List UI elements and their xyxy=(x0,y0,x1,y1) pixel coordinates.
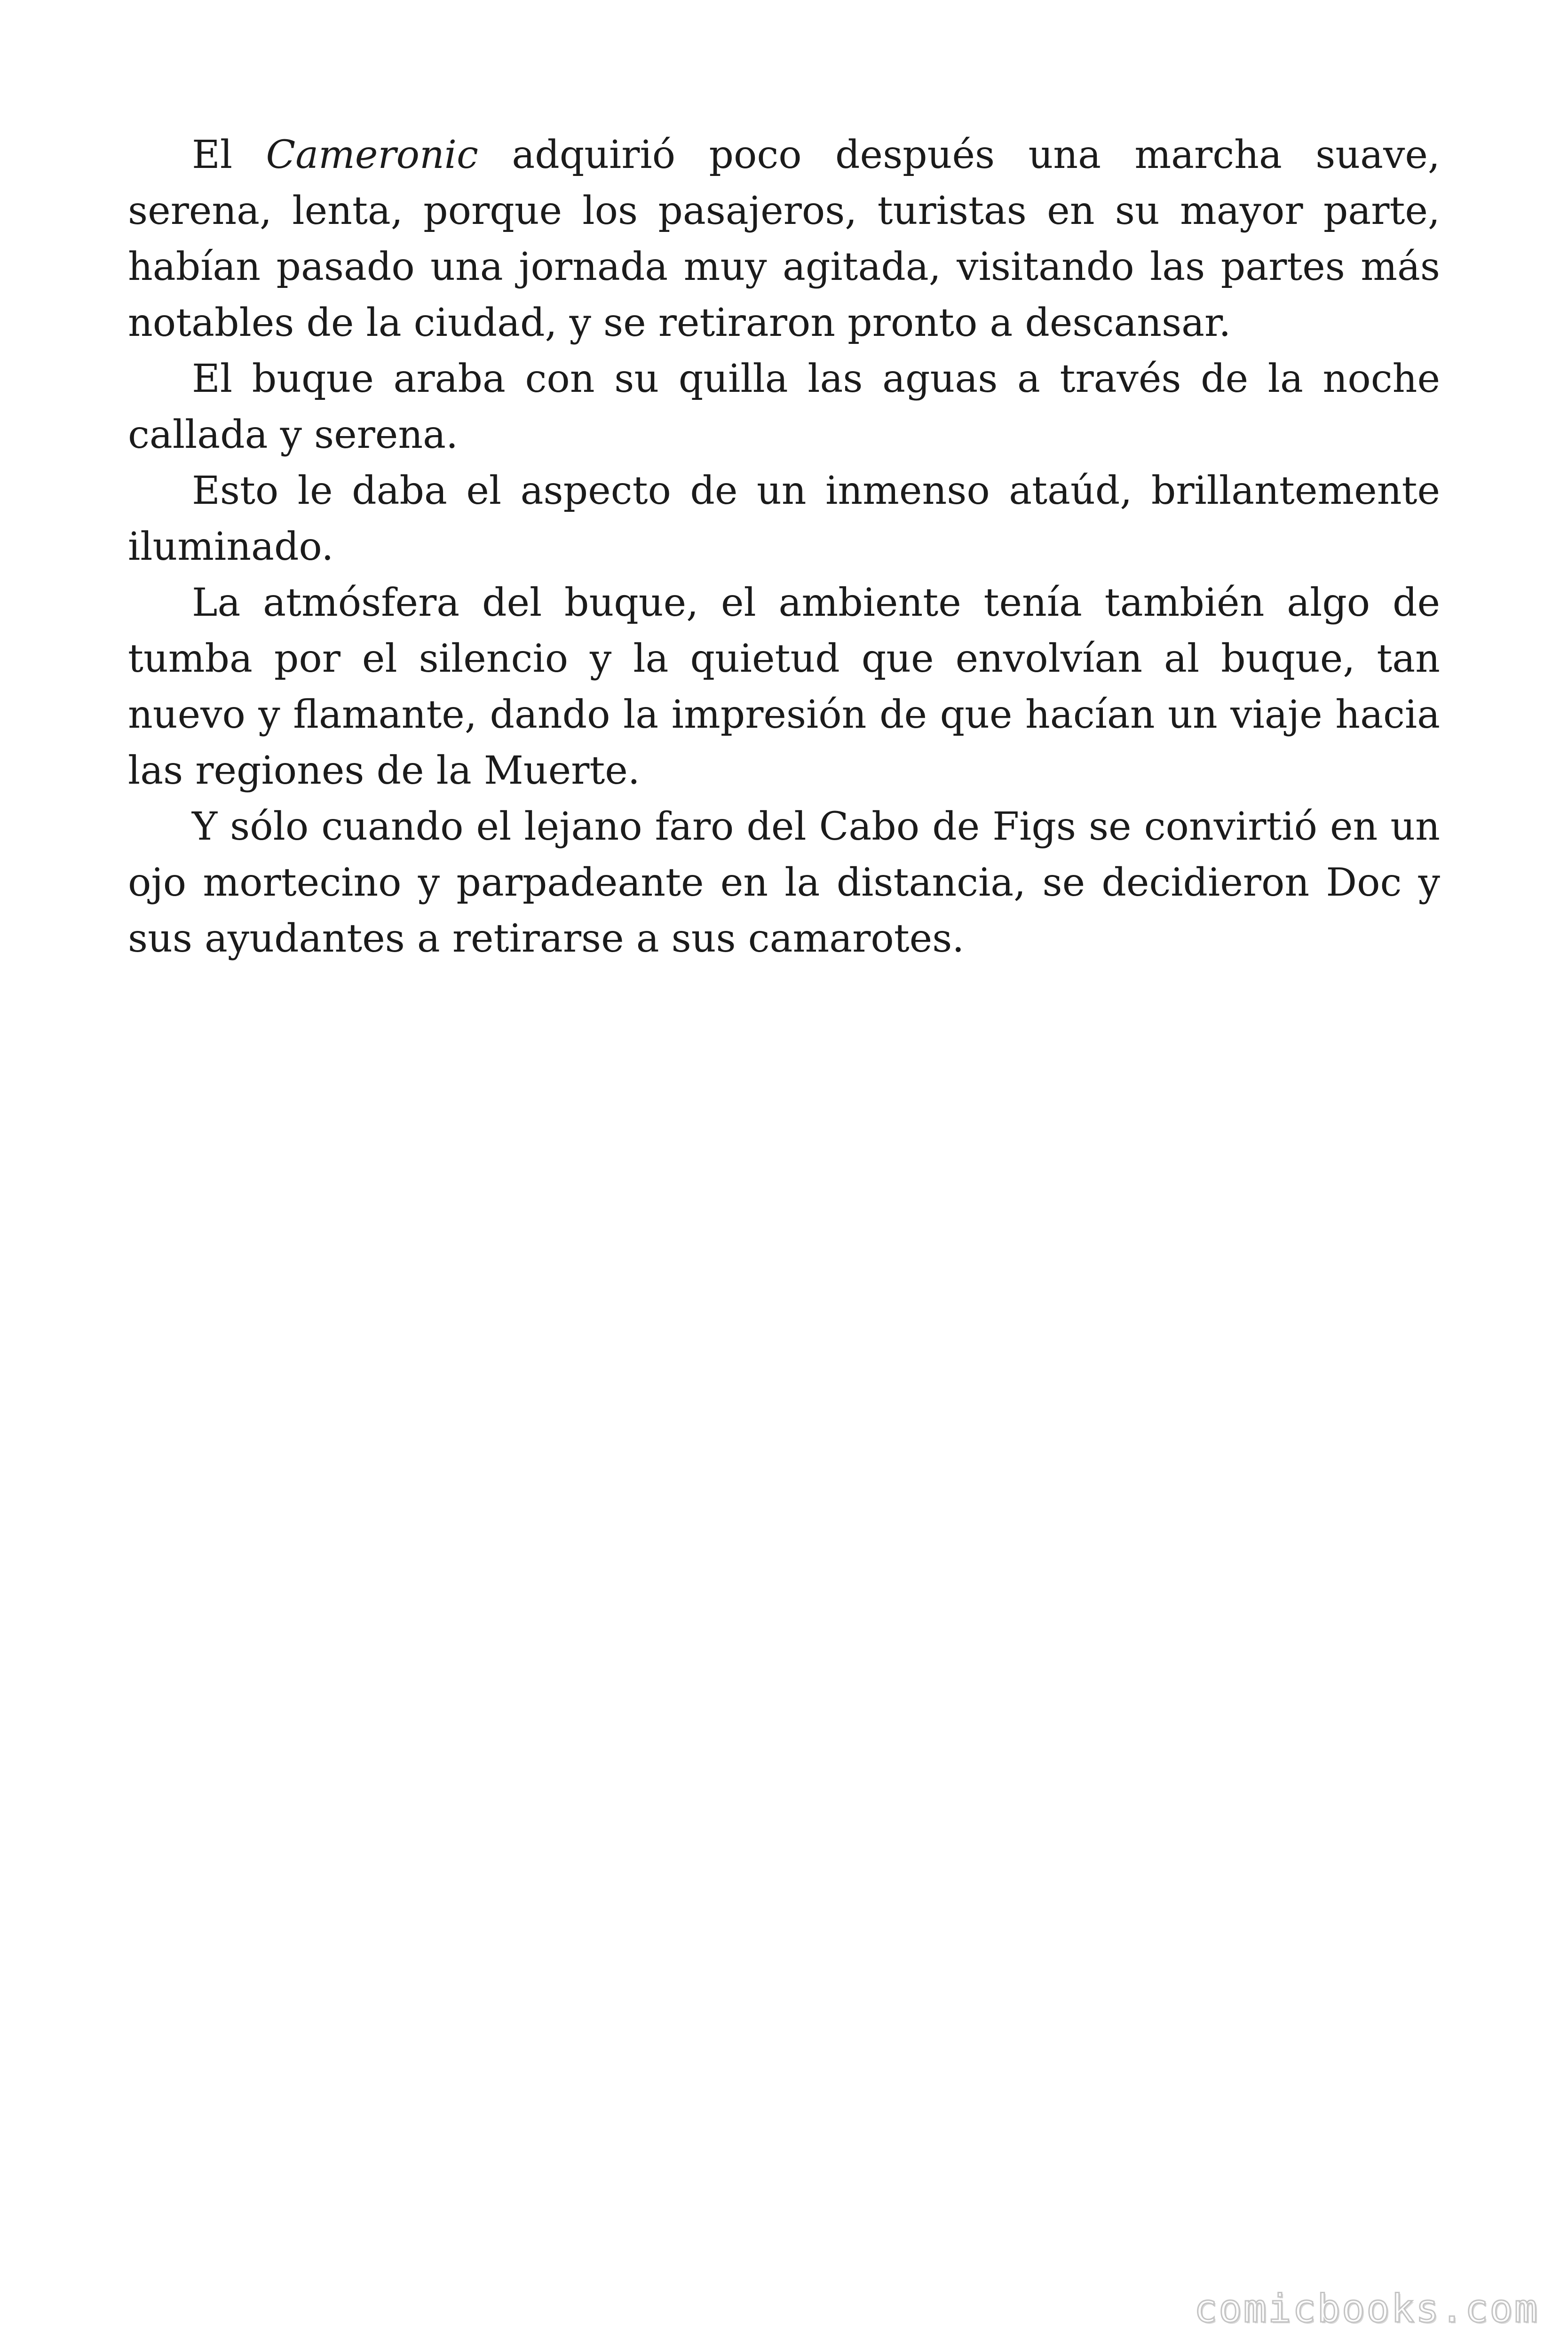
body-text xyxy=(128,127,1440,967)
watermark-logo: comicbooks.com xyxy=(1194,2287,1539,2331)
paragraph-2: El buque araba con su quilla las aguas a través de la noche callada y serena. xyxy=(128,357,1440,457)
ship-name-italic: Cameronic xyxy=(266,133,478,177)
paragraph-1-rest: adquirió poco después una marcha suave, serena, lenta, porque los pasajeros, turistas en su mayor parte, habían pasado una jornada muy agitada, visitando las partes más notables de la ciudad, y se retiraron pronto a descansar. xyxy=(128,133,1440,345)
paragraph-3: Esto le daba el aspecto de un inmenso ataúd, brillantemente iluminado. xyxy=(128,469,1440,569)
paragraph-4: La atmósfera del buque, el ambiente tenía también algo de tumba por el silencio y la quietud que envolvían al buque, tan nuevo y flamante, dando la impresión de que hacían un viaje hacia las regiones de la Muerte. xyxy=(128,580,1440,793)
paragraph-1 xyxy=(128,127,1440,351)
paragraph-5: Y sólo cuando el lejano faro del Cabo de Figs se convirtió en un ojo mortecino y parpadeante en la distancia, se decidieron Doc y sus ayudantes a retirarse a sus camarotes. xyxy=(128,804,1440,961)
paragraph-1-start: El xyxy=(192,133,266,177)
